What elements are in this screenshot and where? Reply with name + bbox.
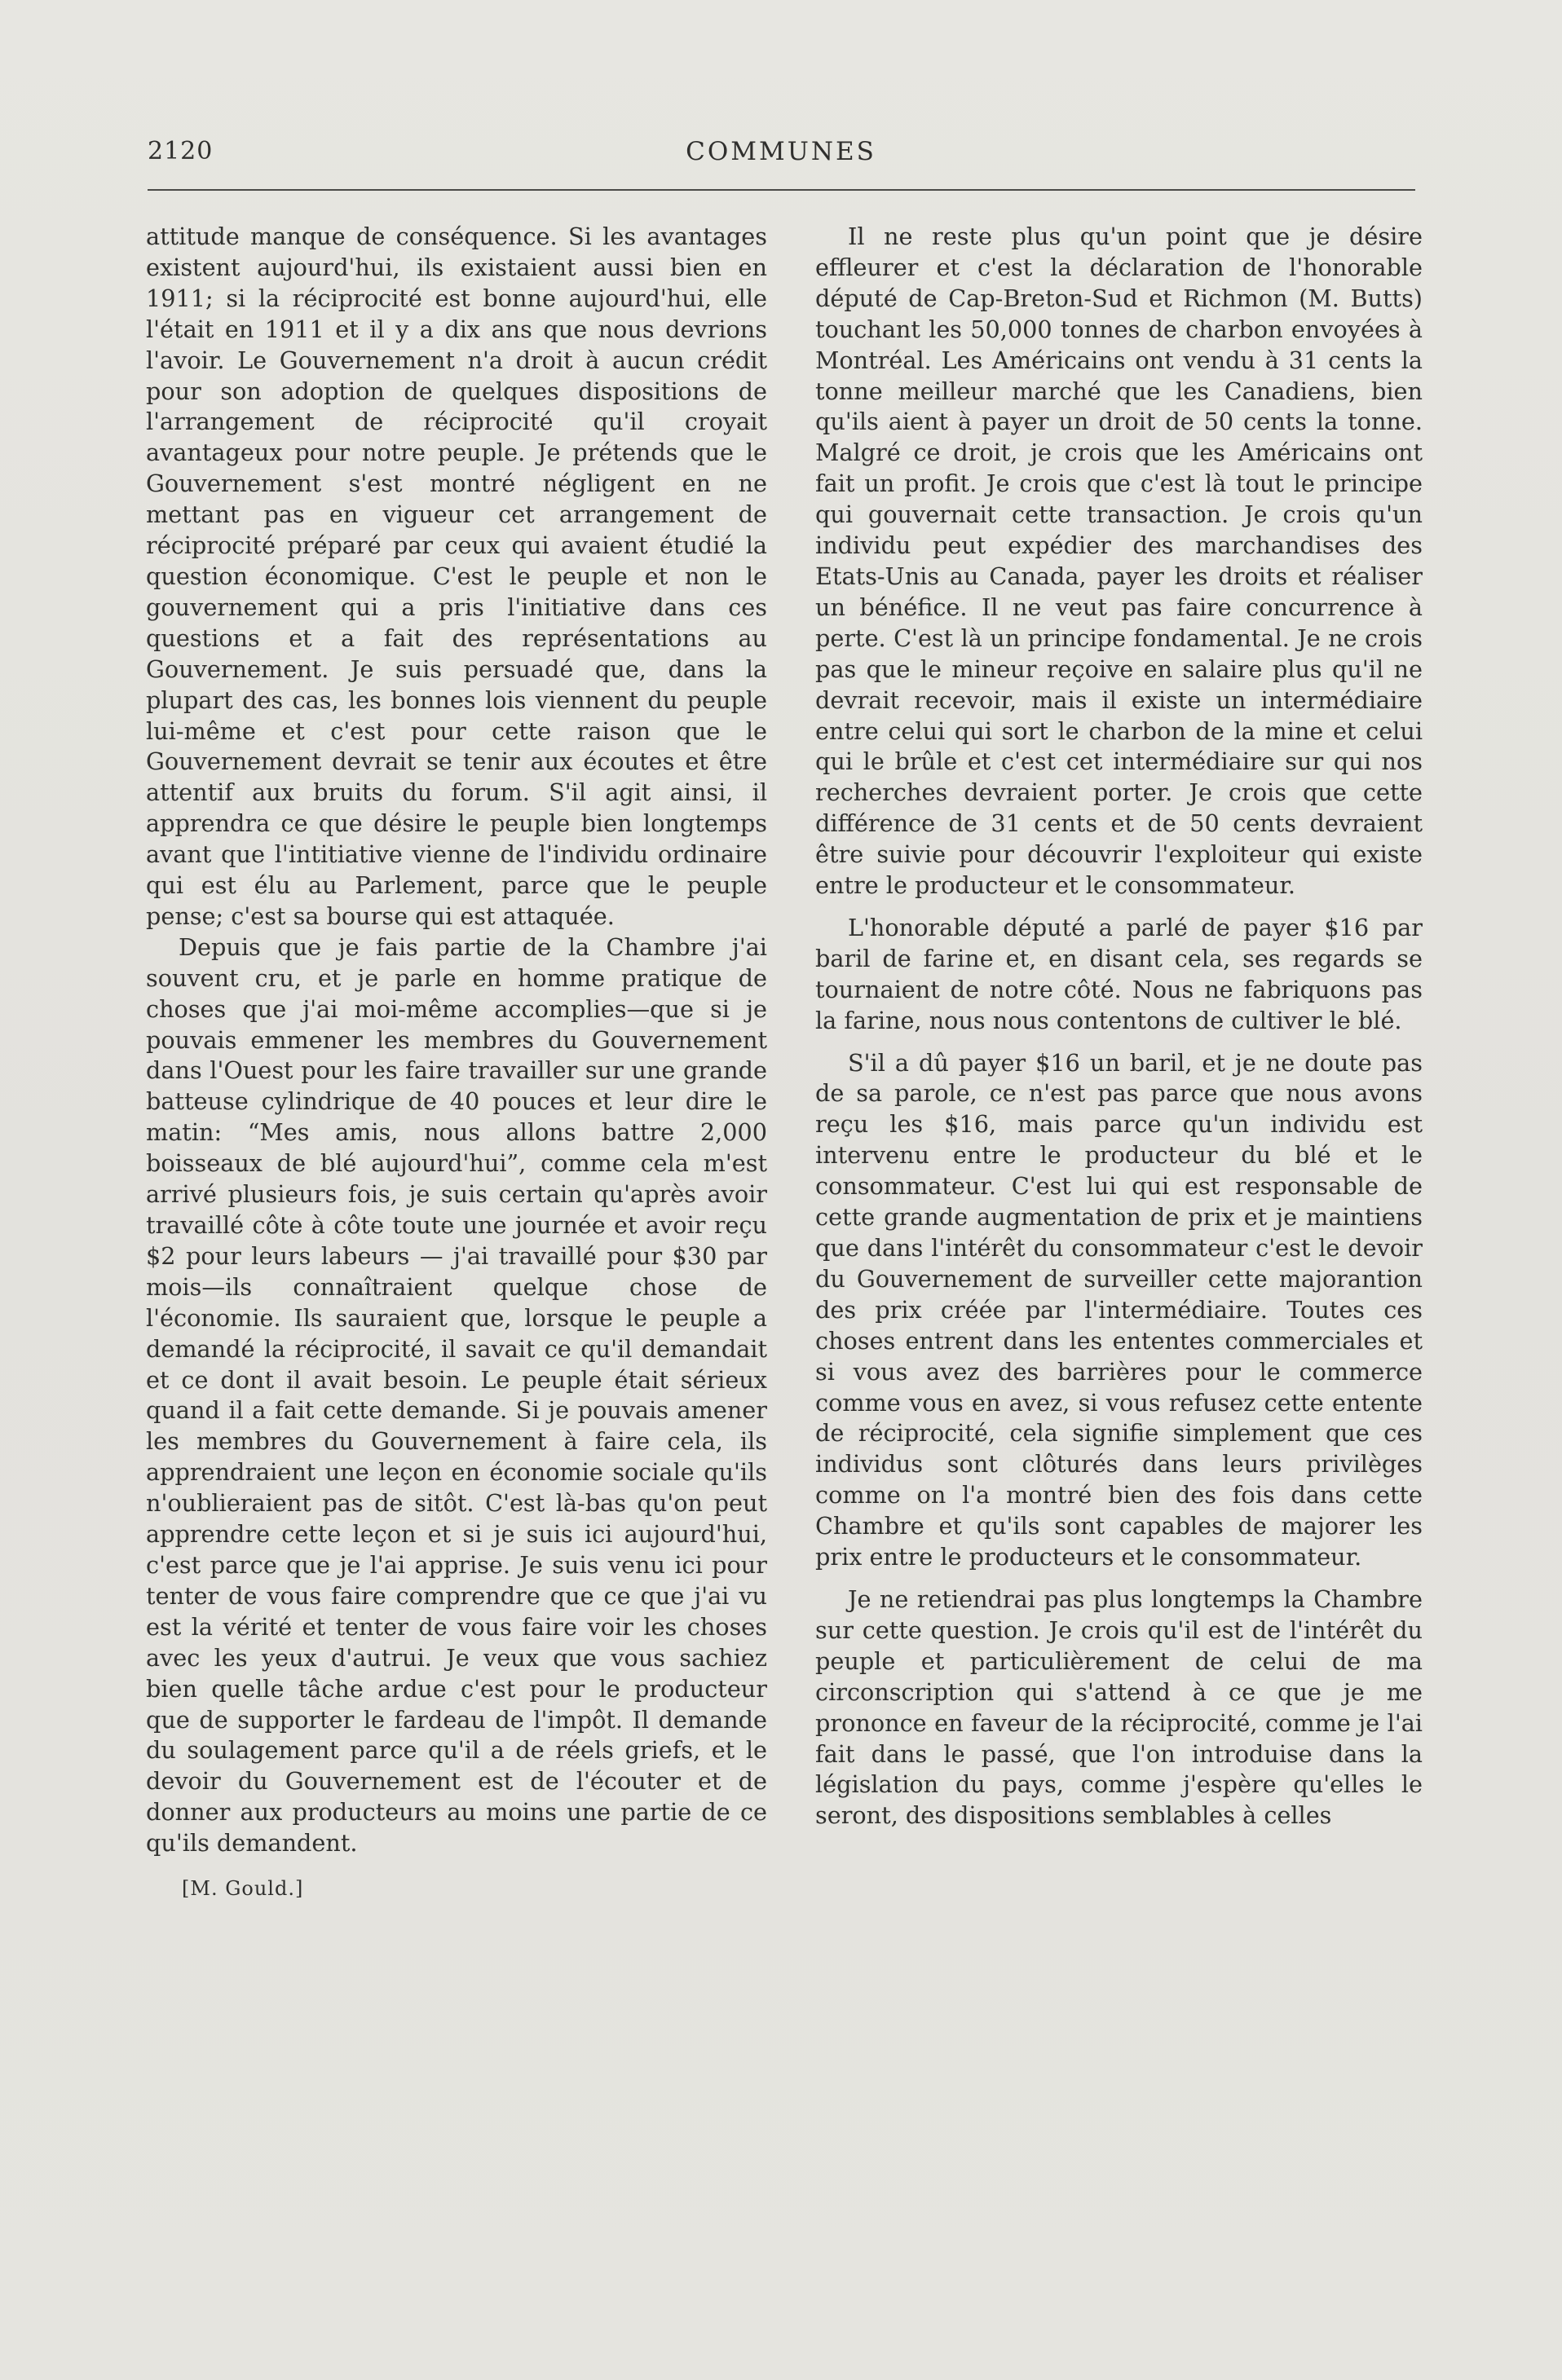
paragraph: Je ne retiendrai pas plus longtemps la Chambre sur cette question. Je crois qu'il est de l'intérêt du peuple et particulièrement de celui de ma circonscription qui s'attend à ce que je me prononce en faveur de la réciprocité, comme je l'ai fait dans le passé, que l'on introduise dans la législation du pays, comme j'espère qu'elles le seront, des dispositions semblables à celles — [815, 1584, 1423, 1830]
paragraph: attitude manque de conséquence. Si les avantages existent aujourd'hui, ils existaient aussi bien en 1911; si la réciprocité est bonne aujourd'hui, elle l'était en 1911 et il y a dix ans que nous devrions l'avoir. Le Gouvernement n'a droit à aucun crédit pour son adoption de quelques dispositions de l'arrangement de réciprocité qu'il croyait avantageux pour notre peuple. Je prétends que le Gouvernement s'est montré négligent en ne mettant pas en vigueur cet arrangement de réciprocité préparé par ceux qui avaient étudié la question économique. C'est le peuple et non le gouvernement qui a pris l'initiative dans ces questions et a fait des représentations au Gouvernement. Je suis persuadé que, dans la plupart des cas, les bonnes lois viennent du peuple lui-même et c'est pour cette raison que le Gouvernement devrait se tenir aux écoutes et être attentif aux bruits du forum. S'il agit ainsi, il apprendra ce que désire le peuple bien longtemps avant que l'intitiative vienne de l'individu ordinaire qui est élu au Parlement, parce que le peuple pense; c'est sa bourse qui est attaquée. — [146, 223, 767, 930]
paragraph: Il ne reste plus qu'un point que je désire effleurer et c'est la déclaration de l'honorable député de Cap-Breton-Sud et Richmon (M. Butts) touchant les 50,000 tonnes de charbon envoyées à Montréal. Les Américains ont vendu à 31 cents la tonne meilleur marché que les Canadiens, bien qu'ils aient à payer un droit de 50 cents la tonne. Malgré ce droit, je crois que les Américains ont fait un profit. Je crois que c'est là tout le principe qui gouvernait cette transaction. Je crois qu'un individu peut expédier des marchandises des Etats-Unis au Canada, payer les droits et réaliser un bénéfice. Il ne veut pas faire concurrence à perte. C'est là un principe fondamental. Je ne crois pas que le mineur reçoive en salaire plus qu'il ne devrait recevoir, mais il existe un intermédiaire entre celui qui sort le charbon de la mine et celui qui le brûle et c'est cet intermédiaire sur qui nos recherches devraient porter. Je crois que cette différence de 31 cents et de 50 cents devraient être suivie pour découvrir l'exploiteur qui existe entre le producteur et le consommateur. — [815, 223, 1423, 900]
speaker-reference: [M. Gould.] — [182, 1877, 304, 1901]
running-head: COMMUNES — [686, 137, 876, 166]
right-column — [815, 222, 1423, 1831]
left-column — [146, 222, 767, 1905]
paragraph: Depuis que je fais partie de la Chambre j'ai souvent cru, et je parle en homme pratique de choses que j'ai moi-même accomplies—que si je pouvais emmener les membres du Gouvernement dans l'Ouest pour les faire travailler sur une grande batteuse cylindrique de 40 pouces et leur dire le matin: “Mes amis, nous allons battre 2,000 boisseaux de blé aujourd'hui”, comme cela m'est arrivé plusieurs fois, je suis certain qu'après avoir travaillé côte à côte toute une journée et avoir reçu $2 pour leurs labeurs — j'ai travaillé pour $30 par mois—ils connaîtraient quelque chose de l'économie. Ils sauraient que, lorsque le peuple a demandé la réciprocité, il savait ce qu'il demandait et ce dont il avait besoin. Le peuple était sérieux quand il a fait cette demande. Si je pouvais amener les membres du Gouvernement à faire cela, ils apprendraient une leçon en économie sociale qu'ils n'oublieraient pas de sitôt. C'est là-bas qu'on peut apprendre cette leçon et si je suis ici aujourd'hui, c'est parce que je l'ai apprise. Je suis venu ici pour tenter de vous faire comprendre que ce que j'ai vu est la vérité et tenter de vous faire voir les choses avec les yeux d'autrui. Je veux que vous sachiez bien quelle tâche ardue c'est pour le producteur que de supporter le fardeau de l'impôt. Il demande du soulagement parce qu'il a de réels griefs, et le devoir du Gouvernement est de l'écouter et de donner aux producteurs au moins une partie de ce qu'ils demandent. — [146, 932, 767, 1858]
header-rule — [148, 189, 1415, 191]
paragraph: S'il a dû payer $16 un baril, et je ne doute pas de sa parole, ce n'est pas parce que nous avons reçu les $16, mais parce qu'un individu est intervenu entre le producteur du blé et le consommateur. C'est lui qui est responsable de cette grande augmentation de prix et je maintiens que dans l'intérêt du consommateur c'est le devoir du Gouvernement de surveiller cette majorantion des prix créée par l'intermédiaire. Toutes ces choses entrent dans les ententes commerciales et si vous avez des barrières pour le commerce comme vous en avez, si vous refusez cette entente de réciprocité, cela signifie simplement que ces individus sont clôturés dans leurs privilèges comme on l'a montré bien des fois dans cette Chambre et qu'ils sont capables de majorer les prix entre le producteurs et le consommateur. — [815, 1048, 1423, 1571]
paragraph: L'honorable député a parlé de payer $16 par baril de farine et, en disant cela, ses regards se tournaient de notre côté. Nous ne fabriquons pas la farine, nous nous contentons de cultiver le blé. — [815, 913, 1423, 1034]
page-number: 2120 — [148, 137, 214, 165]
